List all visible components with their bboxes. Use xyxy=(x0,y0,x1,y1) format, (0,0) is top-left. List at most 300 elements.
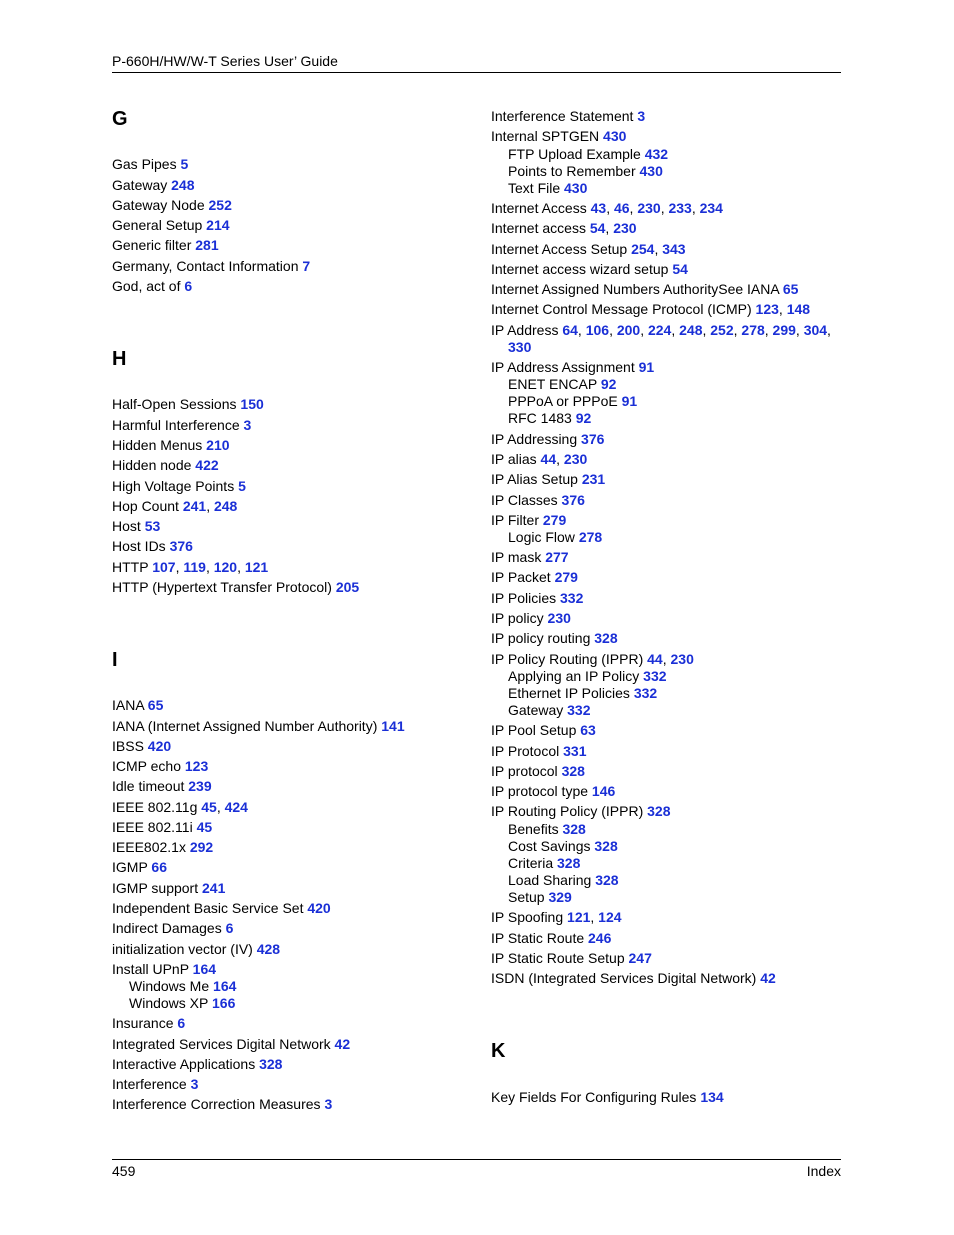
index-entry xyxy=(491,471,605,488)
index-term: Hop Count xyxy=(112,498,183,514)
index-term: Points to Remember xyxy=(508,163,640,179)
index-term: ICMP echo xyxy=(112,758,185,774)
index-term: Applying an IP Policy xyxy=(508,668,644,684)
page-separator: , xyxy=(795,322,804,338)
index-entry xyxy=(491,610,571,627)
page-link[interactable]: 328 xyxy=(647,803,671,819)
index-entry xyxy=(491,651,694,668)
index-term: Install UPnP xyxy=(112,961,193,977)
index-entry xyxy=(112,880,225,897)
index-term: initialization vector (IV) xyxy=(112,941,257,957)
index-entry xyxy=(491,909,622,926)
index-term: IP Policies xyxy=(491,590,560,606)
page-link[interactable]: 281 xyxy=(195,237,219,253)
index-term: Harmful Interference xyxy=(112,417,244,433)
index-entry xyxy=(112,1056,282,1073)
index-entry xyxy=(491,549,569,566)
page-link[interactable]: 164 xyxy=(213,978,237,994)
index-subentry xyxy=(491,163,663,180)
page-link[interactable]: 420 xyxy=(147,738,172,754)
index-letter-heading: G xyxy=(112,108,128,130)
page-link[interactable]: 106 xyxy=(585,322,610,338)
page-separator: , xyxy=(577,322,586,338)
page-separator: , xyxy=(654,241,663,257)
page-separator: , xyxy=(216,799,225,815)
index-term: Logic Flow xyxy=(508,529,579,545)
page-link[interactable]: 92 xyxy=(600,376,617,392)
page-link[interactable]: 278 xyxy=(578,529,603,545)
index-subentry xyxy=(491,685,657,702)
index-term: General Setup xyxy=(112,217,207,233)
index-term: ISDN (Integrated Services Digital Network) xyxy=(491,970,761,986)
page-link[interactable]: 107 xyxy=(152,559,176,575)
index-term: IP Static Route xyxy=(491,930,589,946)
page-link[interactable]: 7 xyxy=(302,258,311,274)
page-link[interactable]: 332 xyxy=(560,590,584,606)
index-term: Idle timeout xyxy=(112,778,189,794)
page-link[interactable]: 166 xyxy=(212,995,236,1011)
page-link[interactable]: 304 xyxy=(803,322,828,338)
page-link[interactable]: 230 xyxy=(637,200,661,216)
page-separator: , xyxy=(733,322,742,338)
index-entry xyxy=(491,301,810,318)
page-link[interactable]: 91 xyxy=(621,393,638,409)
page-separator: , xyxy=(778,301,787,317)
page-link[interactable]: 376 xyxy=(581,431,605,447)
page-link[interactable]: 66 xyxy=(151,859,167,875)
index-term: Internet Control Message Protocol (ICMP) xyxy=(491,301,756,317)
index-term: Indirect Damages xyxy=(112,920,226,936)
page-link[interactable]: 45 xyxy=(196,819,213,835)
index-term: IEEE 802.11i xyxy=(112,819,197,835)
page-separator: , xyxy=(702,322,711,338)
index-subentry xyxy=(491,872,619,889)
index-term: Gateway xyxy=(508,702,568,718)
index-term: IP Filter xyxy=(491,512,543,528)
page-link[interactable]: 3 xyxy=(324,1096,333,1112)
index-subentry xyxy=(491,529,602,546)
index-term: Cost Savings xyxy=(508,838,595,854)
page-link[interactable]: 3 xyxy=(637,108,646,124)
header-rule xyxy=(112,72,841,73)
index-entry xyxy=(491,281,798,298)
page-link[interactable]: 424 xyxy=(224,799,248,815)
page-link[interactable]: 5 xyxy=(238,478,246,494)
index-term: Hidden node xyxy=(112,457,196,473)
index-subentry xyxy=(491,146,668,163)
index-subentry xyxy=(112,978,236,995)
page-link[interactable]: 299 xyxy=(772,322,796,338)
page-separator: , xyxy=(660,200,669,216)
index-entry xyxy=(112,197,232,214)
page-separator: , xyxy=(609,322,617,338)
index-term: Germany, Contact Information xyxy=(112,258,303,274)
page-separator: , xyxy=(206,498,214,514)
index-term: IP protocol type xyxy=(491,783,592,799)
index-entry xyxy=(491,261,688,278)
page-link[interactable]: 292 xyxy=(189,839,214,855)
page-link[interactable]: 248 xyxy=(171,177,195,193)
index-term: IGMP support xyxy=(112,880,203,896)
index-term: Interference Correction Measures xyxy=(112,1096,325,1112)
index-subentry xyxy=(491,668,667,685)
page-link[interactable]: 205 xyxy=(335,579,360,595)
page-link[interactable]: 54 xyxy=(672,261,688,277)
index-entry xyxy=(112,1096,332,1113)
page-link[interactable]: 241 xyxy=(202,880,226,896)
index-term: IP mask xyxy=(491,549,546,565)
page-link[interactable]: 121 xyxy=(244,559,269,575)
index-term: Hidden Menus xyxy=(112,437,207,453)
index-term: Internet Access xyxy=(491,200,591,216)
index-term: Gateway xyxy=(112,177,172,193)
index-letter-heading: H xyxy=(112,348,127,370)
page-link[interactable]: 231 xyxy=(581,471,606,487)
page-link[interactable]: 121 xyxy=(567,909,591,925)
page-link[interactable]: 3 xyxy=(190,1076,199,1092)
page-separator: , xyxy=(606,200,614,216)
index-entry xyxy=(112,758,208,775)
page-link[interactable]: 328 xyxy=(594,838,618,854)
index-term: Windows XP xyxy=(129,995,212,1011)
index-term: Benefits xyxy=(508,821,563,837)
index-entry xyxy=(491,220,637,237)
index-entry xyxy=(491,1089,724,1106)
index-entry xyxy=(112,778,212,795)
page-link[interactable]: 430 xyxy=(639,163,663,179)
page-link[interactable]: 331 xyxy=(563,743,587,759)
page-link[interactable]: 279 xyxy=(554,569,578,585)
index-term: IANA (Internet Assigned Number Authority) xyxy=(112,718,382,734)
index-term: Internet access xyxy=(491,220,590,236)
index-term: IANA xyxy=(112,697,148,713)
index-entry xyxy=(112,1076,198,1093)
index-term: Interference Statement xyxy=(491,108,638,124)
index-entry xyxy=(491,569,578,586)
index-term: IP Policy Routing (IPPR) xyxy=(491,651,648,667)
page-link[interactable]: 214 xyxy=(206,217,230,233)
page-link[interactable]: 230 xyxy=(547,610,571,626)
page-link[interactable]: 6 xyxy=(177,1015,186,1031)
page-link[interactable]: 428 xyxy=(256,941,281,957)
page-link[interactable]: 279 xyxy=(542,512,567,528)
index-entry xyxy=(112,900,331,917)
index-entry xyxy=(112,1015,185,1032)
index-entry xyxy=(112,579,359,596)
index-term: Host IDs xyxy=(112,538,170,554)
page-link[interactable]: 343 xyxy=(662,241,686,257)
index-entry xyxy=(491,492,585,509)
index-term: IP Classes xyxy=(491,492,562,508)
page-link[interactable]: 5 xyxy=(180,156,189,172)
page-link[interactable]: 3 xyxy=(243,417,252,433)
index-subentry xyxy=(112,995,235,1012)
index-entry xyxy=(112,237,219,254)
page-link[interactable]: 6 xyxy=(184,278,193,294)
index-term: God, act of xyxy=(112,278,185,294)
page-link[interactable]: 148 xyxy=(786,301,811,317)
page-separator: , xyxy=(590,909,599,925)
page-link[interactable]: 376 xyxy=(561,492,585,508)
index-term: IP Static Route Setup xyxy=(491,950,629,966)
index-entry xyxy=(112,478,246,495)
index-subentry xyxy=(491,180,587,197)
index-term: IP Address xyxy=(491,322,563,338)
index-entry xyxy=(112,498,237,515)
page-separator: , xyxy=(640,322,648,338)
index-term: ENET ENCAP xyxy=(508,376,601,392)
page-link[interactable]: 254 xyxy=(631,241,655,257)
index-entry xyxy=(112,1036,350,1053)
index-entry xyxy=(112,437,230,454)
page-link[interactable]: 46 xyxy=(613,200,630,216)
index-term: IP alias xyxy=(491,451,541,467)
page-link[interactable]: 328 xyxy=(594,630,618,646)
page-link[interactable]: 430 xyxy=(564,180,588,196)
index-entry xyxy=(112,718,405,735)
page-link[interactable]: 328 xyxy=(595,872,619,888)
page-link[interactable]: 432 xyxy=(644,146,669,162)
index-term: Load Sharing xyxy=(508,872,596,888)
index-entry xyxy=(491,431,604,448)
page-link[interactable]: 248 xyxy=(679,322,703,338)
page-link[interactable]: 252 xyxy=(710,322,734,338)
page-link[interactable]: 224 xyxy=(647,322,672,338)
page-link[interactable]: 246 xyxy=(588,930,612,946)
index-entry xyxy=(491,108,645,125)
index-entry xyxy=(491,512,566,529)
index-term: Independent Basic Service Set xyxy=(112,900,308,916)
index-entry xyxy=(491,451,587,468)
index-term: RFC 1483 xyxy=(508,410,576,426)
index-entry xyxy=(112,859,167,876)
page-link[interactable]: 43 xyxy=(590,200,607,216)
index-term: IP Alias Setup xyxy=(491,471,582,487)
page-link[interactable]: 45 xyxy=(201,799,217,815)
index-term: IP Spoofing xyxy=(491,909,568,925)
index-entry xyxy=(112,538,193,555)
index-entry xyxy=(112,738,171,755)
page-link[interactable]: 329 xyxy=(548,889,572,905)
running-header: P-660H/HW/W-T Series User’ Guide xyxy=(112,53,338,69)
page-link[interactable]: 332 xyxy=(643,668,667,684)
index-subentry xyxy=(491,889,572,906)
index-entry xyxy=(112,799,248,816)
page-link[interactable]: 330 xyxy=(508,339,532,355)
page-separator: , xyxy=(175,559,184,575)
page-link[interactable]: 239 xyxy=(188,778,212,794)
page-separator: , xyxy=(662,651,671,667)
index-entry xyxy=(491,950,652,967)
index-term: Internet access wizard setup xyxy=(491,261,673,277)
page-link[interactable]: 91 xyxy=(638,359,655,375)
index-term: IBSS xyxy=(112,738,148,754)
page-link[interactable]: 63 xyxy=(580,722,596,738)
index-entry xyxy=(491,128,626,145)
page-link[interactable]: 422 xyxy=(195,457,219,473)
page-link[interactable]: 6 xyxy=(225,920,234,936)
page-link[interactable]: 233 xyxy=(668,200,692,216)
index-subentry xyxy=(491,821,586,838)
page-link[interactable]: 247 xyxy=(628,950,652,966)
index-term: Setup xyxy=(508,889,549,905)
page-separator: , xyxy=(827,322,831,338)
index-subentry xyxy=(491,855,580,872)
index-entry xyxy=(112,941,280,958)
index-term: Generic filter xyxy=(112,237,196,253)
page-link[interactable]: 124 xyxy=(598,909,622,925)
index-term: IEEE802.1x xyxy=(112,839,190,855)
page-link[interactable]: 210 xyxy=(206,437,230,453)
page-link[interactable]: 54 xyxy=(589,220,606,236)
page-link[interactable]: 420 xyxy=(307,900,331,916)
index-entry xyxy=(112,156,188,173)
index-entry xyxy=(491,241,686,258)
index-entry xyxy=(112,518,160,535)
page-separator: , xyxy=(764,322,773,338)
index-entry xyxy=(112,177,195,194)
index-entry xyxy=(112,697,163,714)
page-link[interactable]: 328 xyxy=(562,821,586,837)
page-link[interactable]: 150 xyxy=(240,396,264,412)
page-link[interactable]: 92 xyxy=(575,410,592,426)
page-link[interactable]: 44 xyxy=(647,651,663,667)
footer-rule xyxy=(112,1159,841,1160)
index-entry-continuation xyxy=(491,339,831,356)
index-subentry xyxy=(491,393,637,410)
page-link[interactable]: 277 xyxy=(545,549,569,565)
index-term: IP Addressing xyxy=(491,431,582,447)
index-entry xyxy=(112,559,268,576)
page-link[interactable]: 328 xyxy=(259,1056,283,1072)
index-term: IP Packet xyxy=(491,569,555,585)
page-link[interactable]: 146 xyxy=(591,783,616,799)
page-link[interactable]: 64 xyxy=(562,322,578,338)
index-entry xyxy=(491,322,831,356)
index-subentry xyxy=(491,838,618,855)
page-link[interactable]: 123 xyxy=(184,758,209,774)
index-entry xyxy=(491,630,618,647)
index-entry xyxy=(491,359,654,376)
index-term: IP policy xyxy=(491,610,548,626)
index-entry xyxy=(491,970,776,987)
index-entry xyxy=(112,396,264,413)
page-link[interactable]: 230 xyxy=(670,651,694,667)
page-link[interactable]: 248 xyxy=(213,498,238,514)
page-link[interactable]: 119 xyxy=(183,559,206,575)
page-link[interactable]: 328 xyxy=(557,855,581,871)
index-term: Internal SPTGEN xyxy=(491,128,604,144)
page-link[interactable]: 123 xyxy=(755,301,779,317)
page-link[interactable]: 53 xyxy=(144,518,161,534)
index-term: IP policy routing xyxy=(491,630,595,646)
index-entry xyxy=(491,930,611,947)
index-term: Ethernet IP Policies xyxy=(508,685,634,701)
index-term: IP Pool Setup xyxy=(491,722,581,738)
index-entry xyxy=(112,961,216,978)
index-entry xyxy=(112,278,192,295)
page-link[interactable]: 332 xyxy=(633,685,658,701)
index-entry xyxy=(112,457,219,474)
page-number: 459 xyxy=(112,1163,136,1179)
page-link[interactable]: 44 xyxy=(540,451,557,467)
index-subentry xyxy=(491,702,591,719)
index-term: IP Protocol xyxy=(491,743,564,759)
index-term: Text File xyxy=(508,180,565,196)
index-term: Integrated Services Digital Network xyxy=(112,1036,335,1052)
page-link[interactable]: 65 xyxy=(147,697,164,713)
index-term: IEEE 802.11g xyxy=(112,799,202,815)
index-term: HTTP (Hypertext Transfer Protocol) xyxy=(112,579,336,595)
index-term: HTTP xyxy=(112,559,153,575)
page-link[interactable]: 376 xyxy=(169,538,193,554)
index-term: FTP Upload Example xyxy=(508,146,645,162)
page-separator: , xyxy=(205,559,214,575)
page-link[interactable]: 230 xyxy=(563,451,588,467)
index-term: Internet Assigned Numbers AuthoritySee IANA xyxy=(491,281,783,297)
page-link[interactable]: 164 xyxy=(192,961,217,977)
index-entry xyxy=(112,417,251,434)
page-link[interactable]: 200 xyxy=(616,322,641,338)
index-entry xyxy=(491,590,583,607)
page-link[interactable]: 42 xyxy=(760,970,776,986)
index-term: IP Address Assignment xyxy=(491,359,639,375)
index-letter-heading: I xyxy=(112,649,118,671)
page-separator: , xyxy=(691,200,700,216)
index-entry xyxy=(112,217,230,234)
page-link[interactable]: 234 xyxy=(699,200,723,216)
page-link[interactable]: 430 xyxy=(603,128,627,144)
index-term: Gateway Node xyxy=(112,197,209,213)
page-link[interactable]: 278 xyxy=(741,322,765,338)
index-entry xyxy=(112,920,233,937)
index-entry xyxy=(491,803,671,820)
page-separator: , xyxy=(671,322,680,338)
index-term: Windows Me xyxy=(129,978,214,994)
page-separator: , xyxy=(629,200,638,216)
page-link[interactable]: 230 xyxy=(613,220,637,236)
page-separator: , xyxy=(605,220,614,236)
index-entry xyxy=(491,743,586,760)
index-entry xyxy=(112,839,213,856)
page-link[interactable]: 141 xyxy=(381,718,405,734)
index-term: Criteria xyxy=(508,855,558,871)
footer-section: Index xyxy=(806,1163,841,1179)
index-entry xyxy=(491,722,596,739)
page-link[interactable]: 134 xyxy=(700,1089,724,1105)
index-entry xyxy=(112,819,212,836)
index-term: Internet Access Setup xyxy=(491,241,632,257)
index-term: PPPoA or PPPoE xyxy=(508,393,622,409)
index-term: Interactive Applications xyxy=(112,1056,260,1072)
index-entry xyxy=(491,763,585,780)
page-link[interactable]: 241 xyxy=(182,498,207,514)
index-entry xyxy=(491,783,615,800)
index-term: Insurance xyxy=(112,1015,178,1031)
index-entry xyxy=(491,200,723,217)
page-link[interactable]: 120 xyxy=(213,559,238,575)
index-term: Host xyxy=(112,518,145,534)
page-link[interactable]: 328 xyxy=(561,763,585,779)
index-term: Interference xyxy=(112,1076,191,1092)
index-term: IP Routing Policy (IPPR) xyxy=(491,803,648,819)
index-term: High Voltage Points xyxy=(112,478,239,494)
page-link[interactable]: 42 xyxy=(334,1036,351,1052)
index-term: Key Fields For Configuring Rules xyxy=(491,1089,701,1105)
page-link[interactable]: 65 xyxy=(782,281,799,297)
page-link[interactable]: 332 xyxy=(567,702,591,718)
page-link[interactable]: 252 xyxy=(208,197,232,213)
